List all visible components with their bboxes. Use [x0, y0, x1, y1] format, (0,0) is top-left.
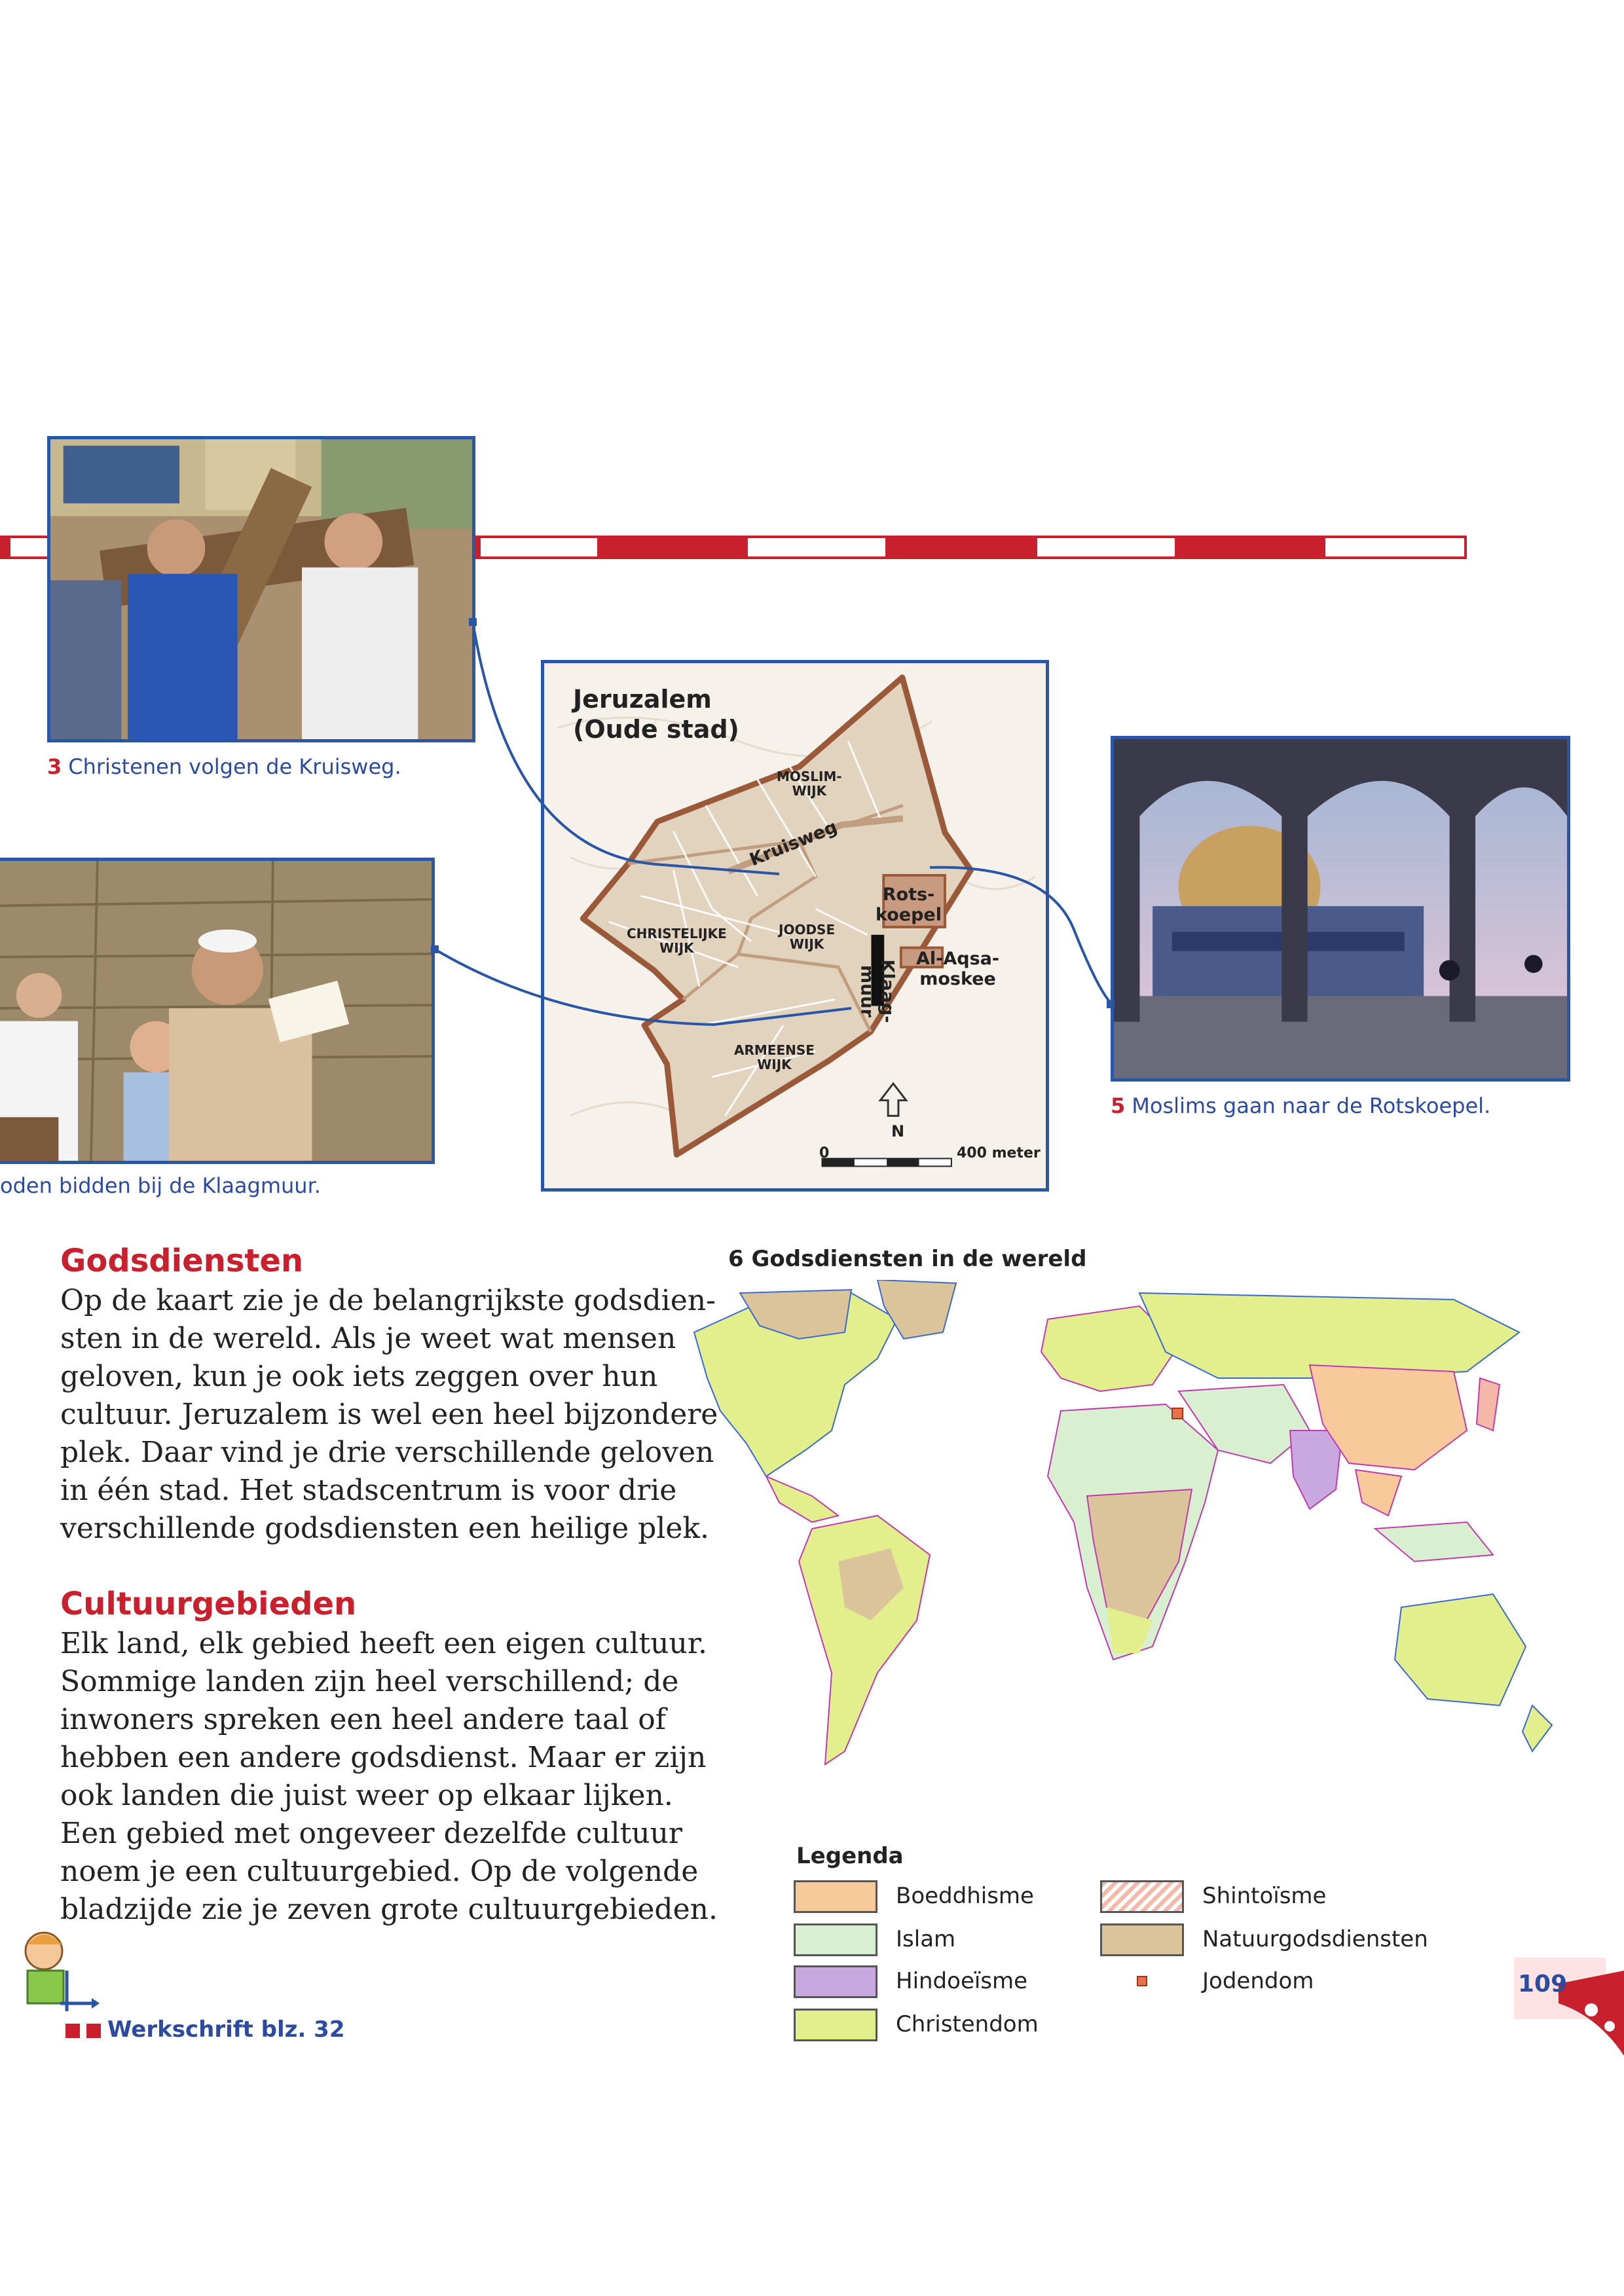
square-bullet-icon — [86, 2024, 101, 2038]
heading-godsdiensten: Godsdiensten — [60, 1243, 304, 1279]
heading-cultuurgebieden: Cultuurgebieden — [60, 1586, 357, 1622]
label-klaagmuur: Klaag- muur — [857, 959, 898, 1023]
legend-swatch-shintoisme — [1100, 1880, 1184, 1913]
jerusalem-map — [541, 660, 1049, 1192]
legend-swatch-natuurgodsdiensten — [1100, 1923, 1184, 1956]
scale-end: 400 meter — [957, 1145, 1041, 1161]
legend-swatch-islam — [794, 1923, 877, 1956]
text-cultuurgebieden: Elk land, elk gebied heeft een eigen cultuur. Sommige landen zijn heel verschillend; de inwoners spreken een heel andere taal of hebben een andere godsdienst. Maar er zijn ook landen die juist weer op elkaar lijken. Een gebied met ongeveer dezelfde cultuur noem je een cultuurgebied. Op de volgende bladzijde zie je zeven grote cultuurgebieden. — [60, 1627, 718, 1926]
legend-label-shintoisme: Shintoïsme — [1202, 1883, 1327, 1909]
label-moslim-wijk: MOSLIM- WIJK — [777, 769, 842, 799]
legend-label-natuurgodsdiensten: Natuurgodsdiensten — [1202, 1926, 1428, 1952]
student-mascot-icon — [8, 1925, 100, 2016]
label-kruisweg: Kruisweg — [747, 816, 841, 871]
jerusalem-map-title: Jeruzalem (Oude stad) — [573, 685, 739, 744]
legend-title: Legenda — [796, 1843, 904, 1869]
workbook-link[interactable]: Werkschrift blz. 32 — [65, 2016, 344, 2043]
scale-start: 0 — [819, 1145, 830, 1161]
text-godsdiensten: Op de kaart zie je de belangrijkste godsdien- sten in de wereld. Als je weet wat mensen geloven, kun je ook iets zeggen over hun cultuur. Jeruzalem is wel een heel bijzondere plek. Daar vind je drie verschillende geloven in één stad. Het stadscentrum is voor drie verschillende godsdiensten een heilige plek. — [60, 1284, 718, 1545]
legend-swatch-hindoeisme — [794, 1965, 877, 1998]
world-religion-map — [681, 1280, 1585, 1823]
legend-swatch-christendom — [794, 2009, 877, 2041]
label-armeense-wijk: ARMEENSE WIJK — [734, 1042, 815, 1072]
legend-swatch-boeddhisme — [794, 1880, 877, 1913]
photo-rotskoepel — [1111, 736, 1570, 1082]
caption-photo-5: 5 Moslims gaan naar de Rotskoepel. — [1111, 1093, 1491, 1118]
world-map-title: 6 Godsdiensten in de wereld — [728, 1246, 1087, 1272]
caption-photo-4: oden bidden bij de Klaagmuur. — [0, 1173, 321, 1198]
label-al-aqsa: Al-Aqsa- moskee — [916, 949, 1000, 989]
caption-photo-3: 3 Christenen volgen de Kruisweg. — [47, 754, 401, 779]
page-number: 109 — [1518, 1971, 1568, 1997]
legend-label-islam: Islam — [896, 1926, 956, 1952]
photo-kruisweg — [47, 436, 475, 742]
legend-swatch-jodendom — [1137, 1976, 1147, 1986]
north-label: N — [891, 1122, 905, 1140]
legend-label-boeddhisme: Boeddhisme — [896, 1883, 1034, 1909]
legend-label-hindoeisme: Hindoeïsme — [896, 1968, 1028, 1994]
photo-klaagmuur — [0, 858, 435, 1164]
label-christelijke-wijk: CHRISTELIJKE WIJK — [627, 926, 727, 956]
label-joodse-wijk: JOODSE WIJK — [779, 922, 836, 952]
scale-bar — [822, 1159, 951, 1167]
label-rotskoepel: Rots- koepel — [876, 884, 942, 925]
page-corner-decoration — [1559, 1964, 1624, 2056]
legend-label-christendom: Christendom — [896, 2011, 1039, 2037]
square-bullet-icon — [65, 2024, 80, 2038]
legend-label-jodendom: Jodendom — [1202, 1968, 1314, 1994]
